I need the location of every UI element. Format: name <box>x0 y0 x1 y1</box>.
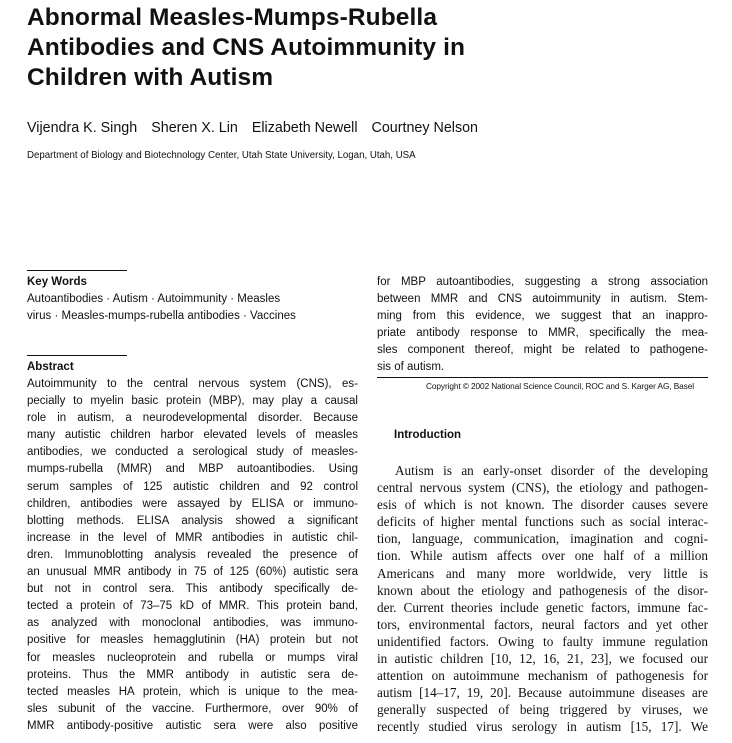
introduction-line: Autism is an early-onset disorder of the developing <box>395 463 708 478</box>
abstract-end-rule <box>377 377 708 378</box>
author-name: Elizabeth Newell <box>251 120 358 136</box>
abstract-line: Autoimmunity to the central nervous system (CNS), es- <box>27 378 358 390</box>
introduction-line: autism [14–17, 19, 20]. Because autoimmune diseases are <box>377 685 708 701</box>
author-name: Vijendra K. Singh <box>27 120 138 136</box>
abstract-heading: Abstract <box>27 361 74 373</box>
introduction-line: tion, language, communication, imagination and cogni- <box>377 531 708 547</box>
abstract-line: an unusual MMR antibody in 75 of 125 (60%) autistic sera <box>27 566 358 579</box>
abstract-line: sles component thereof, might be related to pathogene- <box>377 344 708 357</box>
introduction-line: esis of which is not known. The disorder causes severe <box>377 497 708 513</box>
introduction-heading: Introduction <box>394 429 462 441</box>
author-name: Courtney Nelson <box>371 120 479 136</box>
abstract-line: dren. Immunoblotting analysis revealed the presence of <box>27 548 358 561</box>
abstract-line: increase in the level of MMR antibodies in autistic chil- <box>27 531 358 544</box>
abstract-line: between MMR and CNS autoimmunity in autism. Stem- <box>377 293 708 306</box>
abstract-line: MMR antibody-positive autistic sera were also positive <box>27 719 358 732</box>
abstract-rule <box>27 355 127 356</box>
introduction-line: unidentified factors. Owing to faulty immune regulation <box>377 633 708 649</box>
abstract-line: ming from this evidence, we suggest that an inappro- <box>377 310 708 323</box>
keywords-line: virus · Measles-mumps-rubella antibodies · Vaccines <box>27 310 296 323</box>
introduction-line: generally suspected of being triggered by viruses, we <box>377 702 708 718</box>
author-list <box>27 120 488 136</box>
introduction-line: Americans and many more worldwide, very little is <box>377 565 708 581</box>
abstract-line: sis of autism. <box>377 361 445 374</box>
abstract-line: serum samples of 125 autistic children and 92 control <box>27 480 358 493</box>
author-name: Sheren X. Lin <box>151 120 238 136</box>
keywords-rule <box>27 270 127 271</box>
affiliation: Department of Biology and Biotechnology Center, Utah State University, Logan, Utah, USA <box>27 150 416 161</box>
abstract-line: for MBP autoantibodies, suggesting a strong association <box>377 276 708 288</box>
introduction-body <box>377 462 708 736</box>
abstract-line: tected measles HA protein, which is unique to the mea- <box>27 685 358 698</box>
abstract-line: tected a protein of 73–75 kD of MMR. This protein band, <box>27 600 358 613</box>
abstract-line: positive for measles hemagglutinin (HA) protein but not <box>27 634 358 647</box>
paper-title <box>27 3 717 93</box>
abstract-line: sles subunit of the vaccine. Furthermore, over 90% of <box>27 702 358 715</box>
keywords-list <box>27 291 337 325</box>
introduction-line: known about the etiology and pathogenesis of the disor- <box>377 582 708 598</box>
abstract-line: mumps-rubella (MMR) and MBP autoantibodies. Using <box>27 463 358 476</box>
introduction-line: deficits of higher mental functions such as social interac- <box>377 514 708 530</box>
abstract-line: blotting methods. ELISA analysis showed a significant <box>27 514 358 527</box>
introduction-line: attention on autoimmune mechanism of pathogenesis for <box>377 668 708 684</box>
introduction-line: tion. While autism affects over one half of a million <box>377 548 708 564</box>
introduction-line: central nervous system (CNS), the etiology and pathogen- <box>377 480 708 496</box>
abstract-body <box>27 376 358 735</box>
abstract-line: pecially to myelin basic protein (MBP), may play a causal <box>27 395 358 408</box>
abstract-line: priate antibody response to MMR, specifically the mea- <box>377 327 708 340</box>
introduction-line: tors, environmental factors, neural factors and yet other <box>377 616 708 632</box>
abstract-line: many autistic children harbor elevated levels of measles <box>27 429 358 442</box>
abstract-line: but not in control sera. This antibody specifically de- <box>27 583 358 596</box>
abstract-continued <box>377 274 708 377</box>
abstract-line: antibodies, we conducted a serological study of measles- <box>27 446 358 459</box>
title-line: Children with Autism <box>27 64 274 91</box>
keywords-line: Autoantibodies · Autism · Autoimmunity · Measles <box>27 293 281 305</box>
title-line: Abnormal Measles-Mumps-Rubella <box>27 4 438 31</box>
abstract-line: children, antibodies were assayed by ELISA or immuno- <box>27 497 358 510</box>
abstract-line: proteins. Thus the MMR antibody in autistic sera de- <box>27 668 358 681</box>
title-line: Antibodies and CNS Autoimmunity in <box>27 34 466 61</box>
copyright-notice: Copyright © 2002 National Science Council, ROC and S. Karger AG, Basel <box>426 381 694 391</box>
abstract-line: for measles nucleoprotein and rubella or mumps viral <box>27 651 358 664</box>
introduction-line: recently studied virus serology in autism [15, 17]. We <box>377 719 708 735</box>
introduction-line: in autistic children [10, 12, 16, 21, 23], we focused our <box>377 651 708 667</box>
abstract-line: role in autism, a neurodevelopmental disorder. Because <box>27 412 358 425</box>
abstract-line: as analyzed with monoclonal antibodies, was immuno- <box>27 617 358 630</box>
introduction-line: der. Current theories include genetic factors, immune fac- <box>377 599 708 615</box>
keywords-heading: Key Words <box>27 276 87 288</box>
